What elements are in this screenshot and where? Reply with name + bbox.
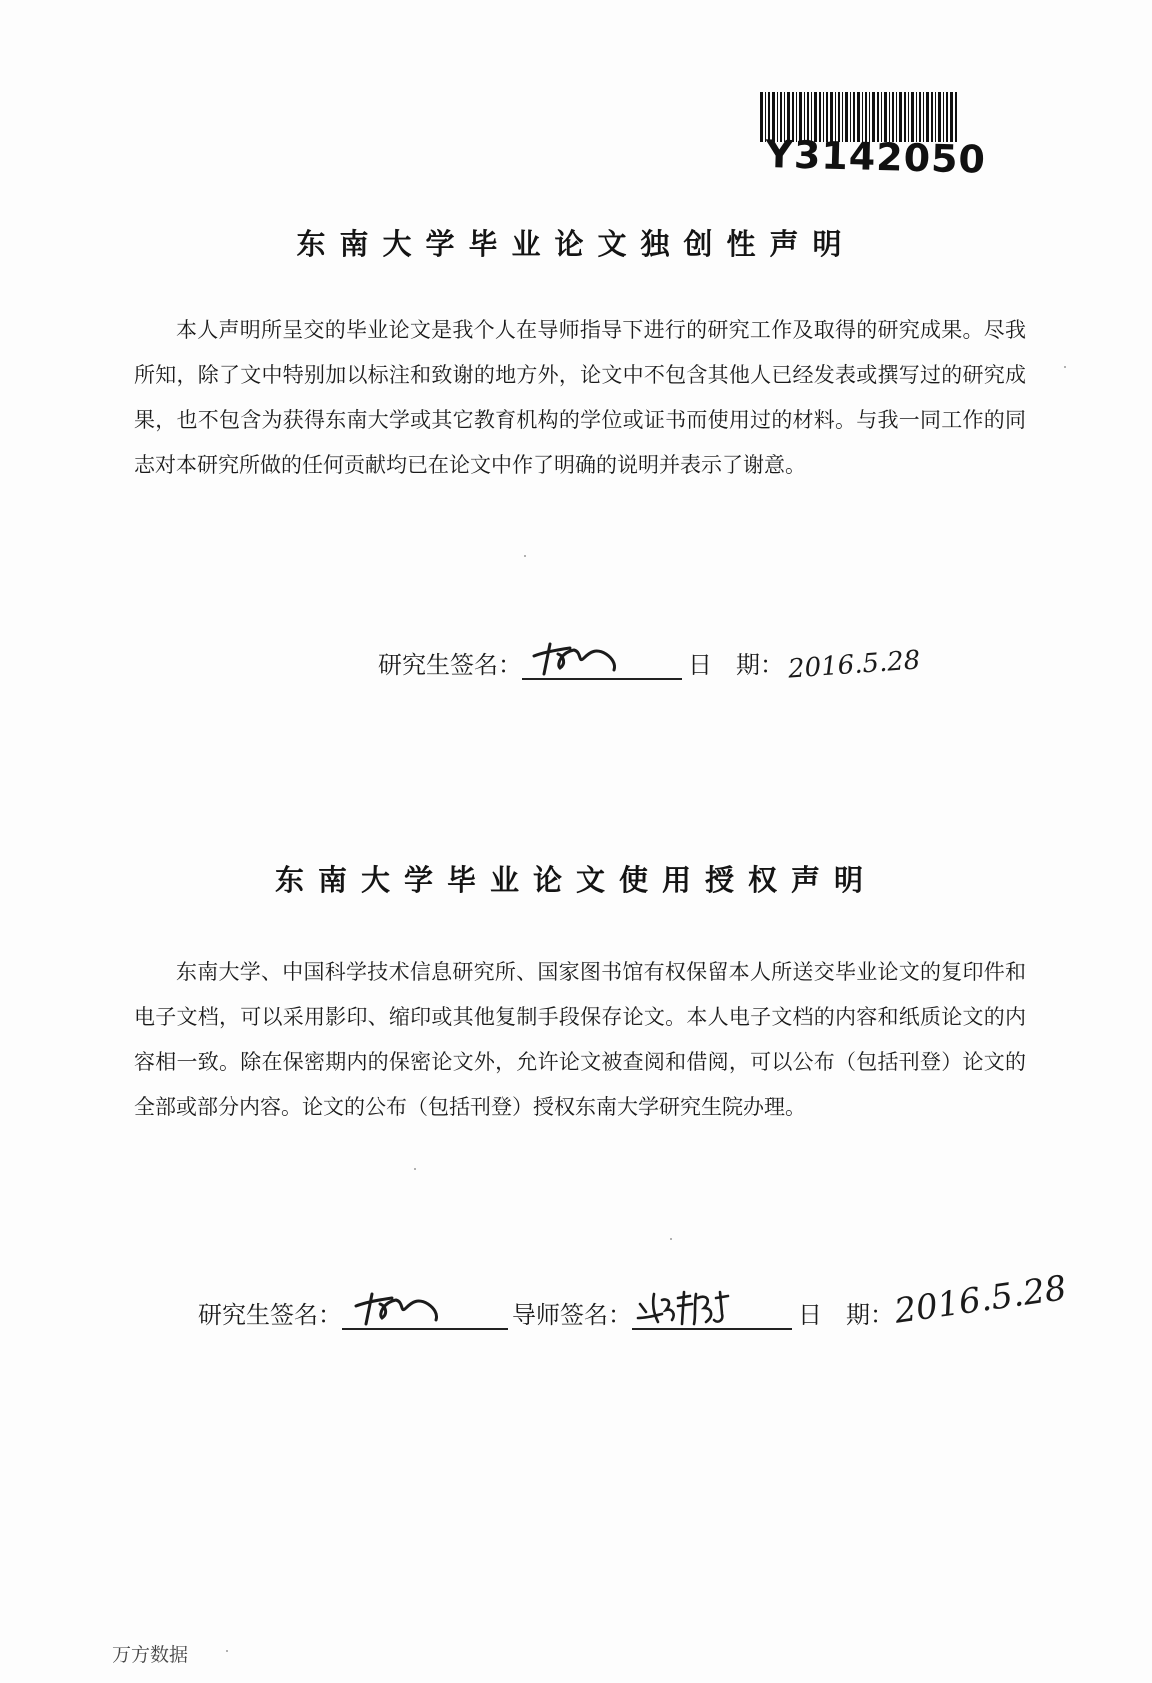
barcode-number: Y3142050	[764, 132, 987, 182]
student-signature-field	[522, 644, 682, 680]
footer-watermark: 万方数据	[112, 1644, 189, 1666]
advisor-signature-field	[632, 1294, 792, 1330]
scan-speck	[524, 555, 526, 557]
student-signature-label: 研究生签名：	[378, 651, 522, 679]
authorization-signature-row	[198, 1268, 1069, 1332]
originality-title: 东南大学毕业论文独创性声明	[296, 227, 856, 261]
authorization-title: 东南大学毕业论文使用授权声明	[274, 863, 877, 897]
date-value-2: 2016.5.28	[892, 1268, 1069, 1332]
student-signature-field-2	[342, 1294, 508, 1330]
date-label: 日 期：	[688, 651, 784, 679]
authorization-body: 东南大学、中国科学技术信息研究所、国家图书馆有权保留本人所送交毕业论文的复印件和电子文档，可以采用影印、缩印或其他复制手段保存论文。本人电子文档的内容和纸质论文的内容相一致。除在保密期内的保密论文外，允许论文被查阅和借阅，可以公布（包括刊登）论文的全部或部分内容。论文的公布（包括刊登）授权东南大学研究生院办理。	[134, 960, 1026, 1119]
scan-speck	[1064, 366, 1066, 368]
barcode	[760, 92, 987, 182]
date-value: 2016.5.28	[787, 645, 922, 685]
student-signature-handwriting-2	[342, 1284, 508, 1328]
student-signature-handwriting	[522, 634, 682, 678]
student-signature-label-2: 研究生签名：	[198, 1301, 342, 1329]
originality-body: 本人声明所呈交的毕业论文是我个人在导师指导下进行的研究工作及取得的研究成果。尽我所知，除了文中特别加以标注和致谢的地方外，论文中不包含其他人已经发表或撰写过的研究成果，也不包含为获得东南大学或其它教育机构的学位或证书而使用过的材料。与我一同工作的同志对本研究所做的任何贡献均已在论文中作了明确的说明并表示了谢意。	[134, 318, 1026, 477]
scan-speck	[414, 1168, 416, 1170]
scan-speck	[226, 1650, 228, 1652]
advisor-signature-label: 导师签名：	[512, 1301, 632, 1329]
scan-speck	[670, 1238, 672, 1240]
advisor-signature-handwriting	[632, 1284, 792, 1328]
date-label-2: 日 期：	[798, 1301, 894, 1329]
originality-signature-row	[378, 644, 922, 685]
